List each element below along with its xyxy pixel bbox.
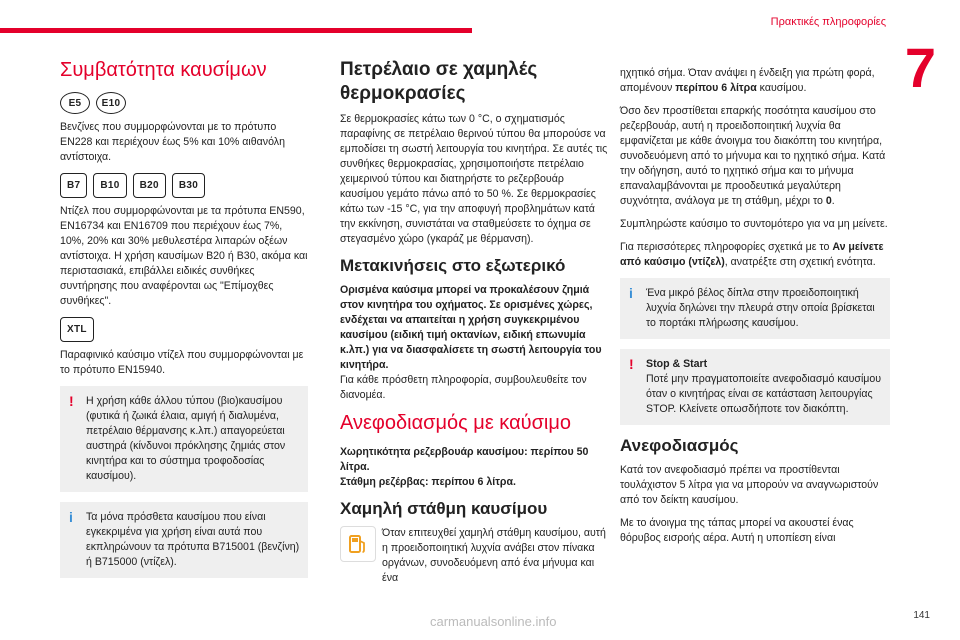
heading-refuelling-fuel: Ανεφοδιασμός με καύσιμο (340, 412, 571, 434)
refuel-min-text: Κατά τον ανεφοδιασμό πρέπει να προστίθενται τουλάχιστον 5 λίτρα για να μπορούν να αναγνωριστούν από τον δείκτη καυσίμου. (620, 464, 879, 506)
fuel-badge-b7: B7 (60, 173, 87, 198)
petrol-description: Βενζίνες που συμμορφώνονται με το πρότυπο EN228 και περιέχουν έως 5% και 10% αιθανόλη αντίστοιχα. (60, 121, 285, 163)
reserve-level: Στάθμη ρεζέρβας: περίπου 6 λίτρα. (340, 476, 516, 488)
info-note-arrow (620, 278, 890, 339)
info-note-additives (60, 502, 308, 578)
heading-refuelling: Ανεφοδιασμός (620, 436, 739, 455)
section-title: Πρακτικές πληροφορίες (770, 16, 886, 28)
column-refuelling (620, 66, 890, 554)
fuel-pump-warning-icon (340, 526, 376, 562)
low-fuel-block (340, 526, 608, 586)
cold-diesel-text: Σε θερμοκρασίες κάτω των 0 °C, ο σχηματισμός παραφίνης σε πετρέλαιο θερινού τύπου θα μπορούσε να εμποδίσει τη σωστή λειτουργία του κινητήρα. Σε αυτές τις συνθήκες θερμοκρασίας, χρησιμοποιήστε πετρέλαιο χειμερινού τύπου και διατηρήστε το ρεζερβουάρ καυσίμου γεμάτο πάνω από το 50 %. Σε θερμοκρασίες κάτω των -15 °C, για την αποφυγή προβλημάτων κατά την εκκίνηση, συνιστάται να σταθμεύσετε το όχημα σε στεγασμένο χώρο (γκαράζ με θέρμανση). (340, 113, 608, 245)
column-fuel-compatibility (60, 58, 308, 588)
header-accent-bar (0, 28, 472, 33)
heading-cold-diesel: Πετρέλαιο σε χαμηλές θερμοκρασίες (340, 59, 538, 104)
low-fuel-text: Όταν επιτευχθεί χαμηλή στάθμη καυσίμου, αυτή η προειδοποιητική λυχνία ανάβει στον πίνακα οργάνων, συνοδευόμενη από ένα μήνυμα και ένα (382, 527, 606, 584)
refuel-noise-text: Με το άνοιγμα της τάπας μπορεί να ακουστεί ένας θόρυβος εισροής αέρα. Αυτή η υποπίεση είναι (620, 517, 854, 544)
fuel-badge-xtl: XTL (60, 317, 94, 342)
abroad-text: Για κάθε πρόσθετη πληροφορία, συμβουλευθείτε τον διανομέα. (340, 374, 587, 401)
heading-fuel-compatibility: Συμβατότητα καυσίμων (60, 59, 267, 81)
refill-advice: Συμπληρώστε καύσιμο το συντομότερο για να μη μείνετε. (620, 218, 888, 230)
abroad-warning-text: Ορισμένα καύσιμα μπορεί να προκαλέσουν ζημιά στον κινητήρα του οχήματος. Σε ορισμένες χώρες, ενδέχεται να απαιτείται η χρήση συγκεκριμένου καυσίμου (ειδική τιμή οκτανίων, ειδική επωνυμία κ.λπ.) για να διασφαλίσετε τη σωστή λειτουργία του κινητήρα. (340, 284, 602, 371)
warning-icon: ! (69, 393, 74, 409)
stop-start-title: Stop & Start (646, 358, 708, 370)
heading-low-fuel: Χαμηλή στάθμη καυσίμου (340, 499, 548, 518)
first-light-text: ηχητικό σήμα. Όταν ανάψει η ένδειξη για πρώτη φορά, απομένουν περίπου 6 λίτρα καυσίμου. (620, 67, 875, 94)
warning-text: Η χρήση κάθε άλλου τύπου (βιο)καυσίμου (φυτικά ή ζωικά έλαια, αμιγή ή διαλυμένα, πετρέλαιο θέρμανσης κ.λπ.) απαγορεύεται αυστηρά (κίνδυνοι πρόκλησης ζημιάς στον κινητήρα και το σύστημα τροφοδοσίας καυσίμου). (86, 395, 286, 482)
repeat-warning-text: Όσο δεν προστίθεται επαρκής ποσότητα καυσίμου στο ρεζερβουάρ, αυτή η προειδοποιητική λυχνία θα εμφανίζεται με κάθε άνοιγμα του διακόπτη του κινητήρα, συνοδευόμενη από το μήνυμα και το ηχητικό σήμα. Κατά την οδήγηση, αυτό το ηχητικό σήμα και το μήνυμα επαναλαμβάνονται με προοδευτικά μεγαλύτερη συχνότητα, ανάλογα με τη στάθμη, μέχρι το 0. (620, 105, 886, 207)
xtl-badges (60, 317, 308, 342)
xtl-description: Παραφινικό καύσιμο ντίζελ που συμμορφώνονται με το πρότυπο EN15940. (60, 349, 304, 376)
info-icon: i (69, 509, 73, 525)
warning-note-stop-start (620, 349, 890, 425)
info-text: Τα μόνα πρόσθετα καυσίμου που είναι εγκεκριμένα για χρήση είναι αυτά που εκπληρώνουν τα πρότυπα B715001 (βενζίνη) ή B715000 (ντίζελ). (86, 511, 300, 568)
warning-note-biofuel (60, 386, 308, 492)
fuel-badge-e5: E5 (60, 92, 90, 114)
page-number: 141 (913, 610, 930, 621)
more-info-text: Για περισσότερες πληροφορίες σχετικά με το Αν μείνετε από καύσιμο (ντίζελ), ανατρέξτε στη σχετική ενότητα. (620, 241, 884, 268)
warning-icon: ! (629, 356, 634, 372)
fuel-badge-e10: E10 (96, 92, 126, 114)
info-icon: i (629, 285, 633, 301)
chapter-number: 7 (904, 36, 936, 99)
fuel-badge-b30: B30 (172, 173, 205, 198)
fuel-badge-b20: B20 (133, 173, 166, 198)
tank-capacity: Χωρητικότητα ρεζερβουάρ καυσίμου: περίπου 50 λίτρα. (340, 446, 589, 473)
stop-start-text: Ποτέ μην πραγματοποιείτε ανεφοδιασμό καυσίμου όταν ο κινητήρας είναι σε κατάσταση λειτουργίας STOP. Κλείνετε οπωσδήποτε τον διακόπτη. (646, 373, 882, 415)
diesel-description: Ντίζελ που συμμορφώνονται με τα πρότυπα EN590, EN16734 και EN16709 που περιέχουν έως 7%, 10%, 20% και 30% μεθυλεστέρα λιπαρών οξέων αντίστοιχα. Η χρήση καυσίμων B20 ή B30, ακόμα και περιστασιακά, επιβάλλει ειδικές συνθήκες συντήρησης που αναφέρονται ως "Επίμοχθες συνθήκες". (60, 205, 308, 307)
info-arrow-text: Ένα μικρό βέλος δίπλα στην προειδοποιητική λυχνία δηλώνει την πλευρά στην οποία βρίσκεται το πορτάκι πλήρωσης καυσίμου. (646, 287, 875, 329)
heading-abroad: Μετακινήσεις στο εξωτερικό (340, 256, 566, 275)
column-diesel-travel (340, 58, 608, 586)
watermark: carmanualsonline.info (430, 614, 557, 629)
petrol-badges (60, 92, 308, 114)
diesel-badges (60, 173, 308, 198)
fuel-badge-b10: B10 (93, 173, 126, 198)
